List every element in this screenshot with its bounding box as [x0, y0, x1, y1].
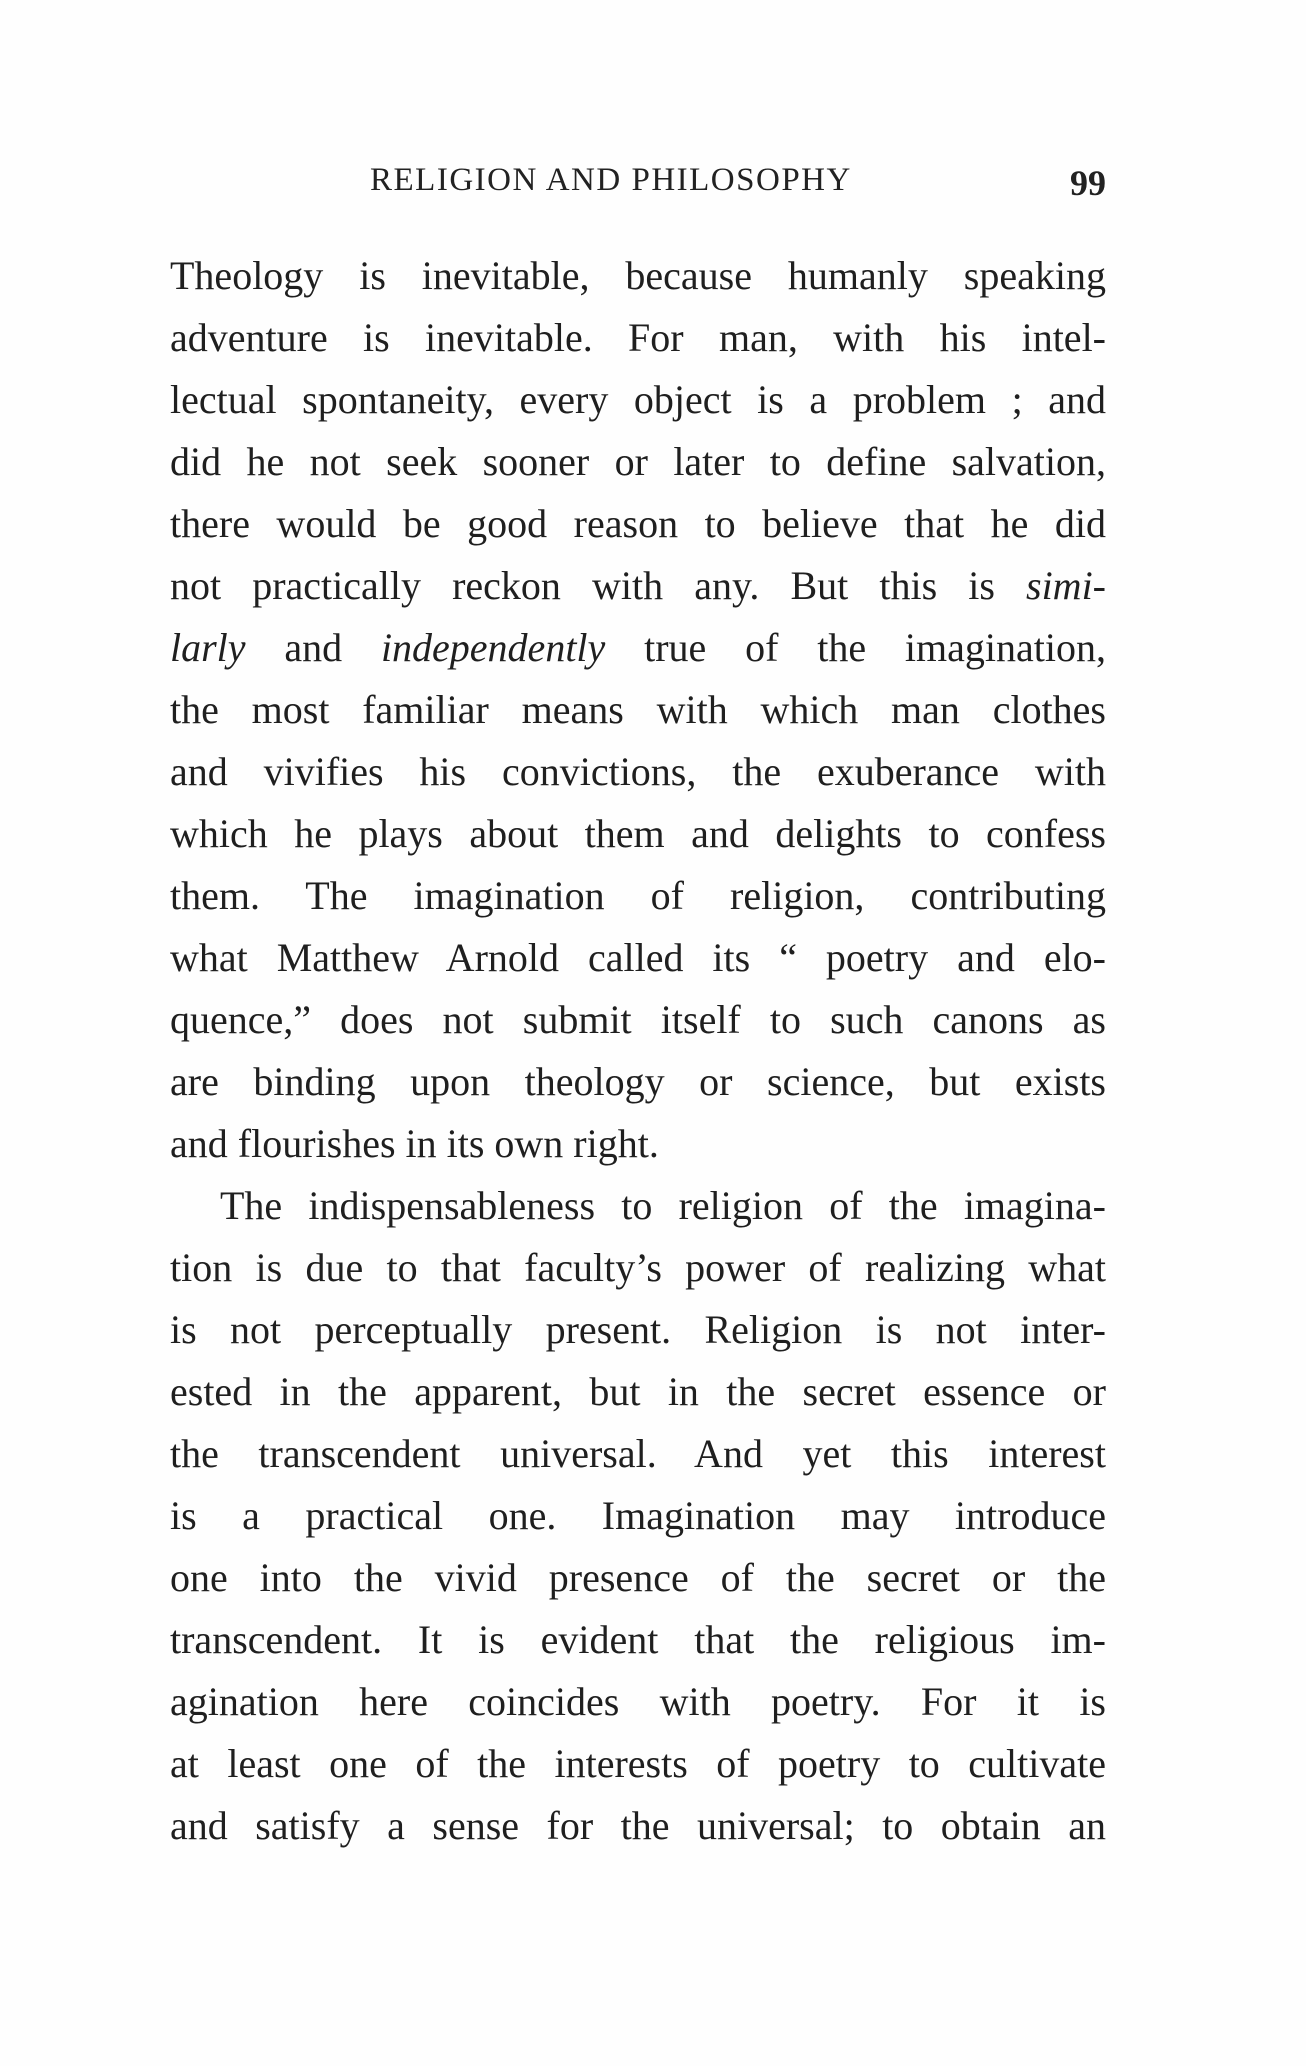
text-line: the most familiar means with which man clothes	[170, 687, 1106, 732]
running-head	[170, 162, 1106, 212]
body-text	[170, 245, 1106, 1857]
text-line: there would be good reason to believe that he did	[170, 501, 1106, 546]
text-line: one into the vivid presence of the secret or the	[170, 1555, 1106, 1600]
text-line: lectual spontaneity, every object is a problem ; and	[170, 377, 1106, 422]
text-line: them. The imagination of religion, contributing	[170, 873, 1106, 918]
text-line: ested in the apparent, but in the secret essence or	[170, 1369, 1106, 1414]
text-segment: not practically reckon with any. But this is	[170, 563, 1026, 608]
paragraph-1	[170, 245, 1106, 1175]
text-line: tion is due to that faculty’s power of realizing what	[170, 1245, 1106, 1290]
text-line: agination here coincides with poetry. For it is	[170, 1679, 1106, 1724]
paragraph-2	[170, 1175, 1106, 1857]
text-line: what Matthew Arnold called its “ poetry and elo-	[170, 935, 1106, 980]
text-line: and satisfy a sense for the universal; to obtain an	[170, 1803, 1106, 1848]
page-number: 99	[1070, 163, 1106, 203]
text-line: the transcendent universal. And yet this interest	[170, 1431, 1106, 1476]
text-line: Theology is inevitable, because humanly speaking	[170, 253, 1106, 298]
text-line: and vivifies his convictions, the exuberance with	[170, 749, 1106, 794]
text-line-italic-mixed	[170, 617, 1106, 679]
italic-text: larly	[170, 625, 246, 670]
text-segment: and	[245, 625, 381, 670]
text-line: transcendent. It is evident that the religious im-	[170, 1617, 1106, 1662]
text-line-italic-mixed	[170, 555, 1106, 617]
text-line: quence,” does not submit itself to such canons as	[170, 997, 1106, 1042]
text-line: is not perceptually present. Religion is not inter-	[170, 1307, 1106, 1352]
text-line: are binding upon theology or science, but exists	[170, 1059, 1106, 1104]
text-line: The indispensableness to religion of the imagina-	[220, 1183, 1106, 1228]
text-line: which he plays about them and delights to confess	[170, 811, 1106, 856]
text-segment: true of the imagination,	[605, 625, 1106, 670]
running-title: RELIGION AND PHILOSOPHY	[370, 162, 852, 198]
italic-text: simi-	[1026, 563, 1106, 608]
text-line: adventure is inevitable. For man, with his intel-	[170, 315, 1106, 360]
text-line: and flourishes in its own right.	[170, 1121, 659, 1166]
text-line: at least one of the interests of poetry to cultivate	[170, 1741, 1106, 1786]
text-line: did he not seek sooner or later to define salvation,	[170, 439, 1106, 484]
text-line: is a practical one. Imagination may introduce	[170, 1493, 1106, 1538]
italic-text: independently	[380, 625, 606, 670]
